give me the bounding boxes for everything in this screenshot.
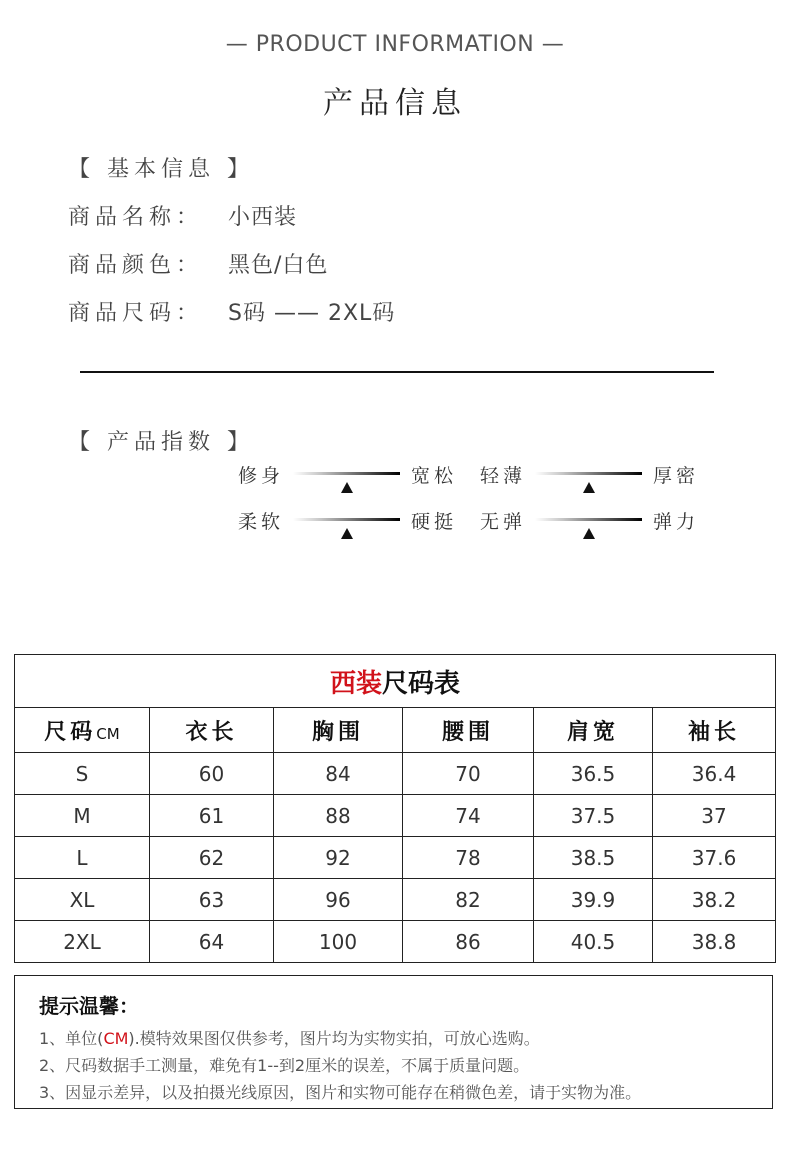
header-length: 衣长 [150,708,274,753]
scale-elasticity-marker [583,528,595,539]
tip-1-unit: CM [103,1029,129,1048]
scale-elasticity-left-label: 无弹 [480,511,527,533]
table-cell: 70 [403,753,534,795]
table-cell: 40.5 [534,921,653,963]
table-cell: 78 [403,837,534,879]
header-chest: 胸围 [274,708,403,753]
scale-elasticity-right-label: 弹力 [653,511,700,533]
header-shoulder: 肩宽 [534,708,653,753]
table-cell: 74 [403,795,534,837]
scale-softness-marker [341,528,353,539]
table-row [15,921,776,963]
table-cell: 61 [150,795,274,837]
tip-1-prefix: 1、单位( [39,1029,104,1048]
table-cell: 100 [274,921,403,963]
info-row-size [68,296,395,327]
table-cell: 88 [274,795,403,837]
header-sleeve: 袖长 [653,708,776,753]
basic-info-heading: 【 基本信息 】 [68,157,254,182]
scale-fit-left-label: 修身 [238,465,285,487]
page-title: 产品信息 [323,86,467,121]
table-cell: M [15,795,150,837]
tip-2: 2、尺码数据手工测量，难免有1--到2厘米的误差，不属于质量问题。 [39,1056,530,1075]
tip-3: 3、因显示差异，以及拍摄光线原因，图片和实物可能存在稍微色差，请于实物为准。 [39,1083,642,1102]
scale-fit-marker [341,482,353,493]
table-row [15,753,776,795]
scale-thickness-left-label: 轻薄 [480,465,527,487]
header-waist: 腰围 [403,708,534,753]
scale-softness-bar [293,518,400,521]
table-row [15,795,776,837]
english-title: — PRODUCT INFORMATION — [225,32,565,57]
size-chart-table [14,654,776,963]
info-value: 小西装 [228,205,298,230]
section-divider [80,371,714,373]
table-cell: 62 [150,837,274,879]
scale-thickness-bar [535,472,642,475]
tip-1-suffix: ).模特效果图仅供参考，图片均为实物实拍，可放心选购。 [128,1029,540,1048]
table-cell: 64 [150,921,274,963]
table-cell: 96 [274,879,403,921]
table-cell: S [15,753,150,795]
tip-1 [39,1025,748,1052]
table-cell: 60 [150,753,274,795]
scale-elasticity-bar [535,518,642,521]
table-cell: L [15,837,150,879]
tips-box [14,975,773,1109]
table-cell: 84 [274,753,403,795]
size-chart-title-red: 西装 [330,668,383,699]
table-cell: 38.2 [653,879,776,921]
tips-title: 提示温馨： [39,994,139,1018]
table-cell: 2XL [15,921,150,963]
info-row-color [68,248,328,279]
info-label: 商品颜色： [68,253,204,278]
header-size-text: 尺码 [44,719,97,745]
table-row [15,837,776,879]
scale-thickness-right-label: 厚密 [653,465,700,487]
info-value: 黑色/白色 [228,253,329,278]
info-label: 商品名称： [68,205,204,230]
table-cell: 37 [653,795,776,837]
table-cell: 38.8 [653,921,776,963]
size-chart-title-black: 尺码表 [382,668,461,699]
scale-fit-bar [293,472,400,475]
product-index-heading: 【 产品指数 】 [68,430,254,455]
table-cell: 38.5 [534,837,653,879]
table-cell: 82 [403,879,534,921]
scale-softness-right-label: 硬挺 [411,511,458,533]
table-cell: 86 [403,921,534,963]
scale-fit-right-label: 宽松 [411,465,458,487]
table-cell: 36.4 [653,753,776,795]
scale-thickness-marker [583,482,595,493]
info-row-name [68,200,297,231]
header-size-unit: CM [96,724,120,743]
scale-softness-left-label: 柔软 [238,511,285,533]
table-cell: 39.9 [534,879,653,921]
table-cell: 37.5 [534,795,653,837]
info-value: S码 —— 2XL码 [228,301,396,326]
table-cell: 92 [274,837,403,879]
table-cell: 36.5 [534,753,653,795]
table-cell: 37.6 [653,837,776,879]
size-chart-header-row [15,708,776,753]
header-size [15,708,150,753]
table-row [15,879,776,921]
size-chart-title [15,655,776,708]
table-cell: 63 [150,879,274,921]
table-cell: XL [15,879,150,921]
info-label: 商品尺码： [68,301,204,326]
